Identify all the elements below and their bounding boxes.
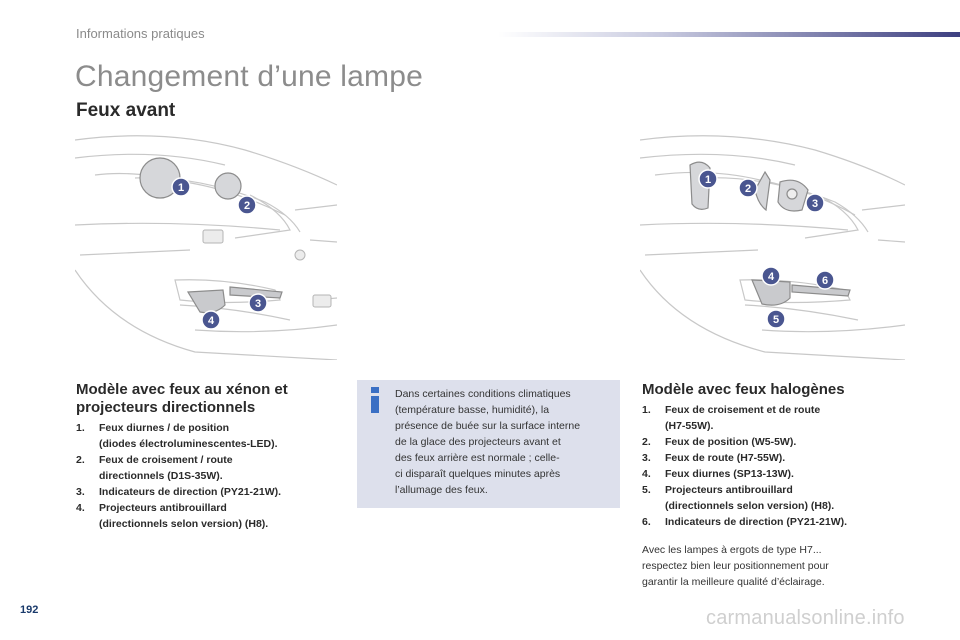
page-title: Changement d’une lampe: [75, 60, 423, 93]
list-item: [642, 466, 902, 482]
list-item: [642, 482, 902, 514]
item-line: Feux de position (W5-5W).: [665, 436, 797, 448]
halogen-headlamp-illustration: [640, 130, 905, 360]
callout-label: 3: [811, 198, 819, 210]
info-line: ci disparaît quelques minutes après: [395, 468, 561, 480]
item-number: 3.: [76, 486, 85, 498]
item-text: [99, 484, 281, 500]
callout-label: 6: [821, 275, 829, 287]
halogen-note: [642, 542, 892, 590]
note-line: respectez bien leur positionnement pour: [642, 560, 829, 572]
item-number: 6.: [642, 516, 651, 528]
info-line: de la glace des projecteurs avant et: [395, 436, 561, 448]
item-line: directionnels (D1S-35W).: [99, 470, 223, 482]
item-line: Feux diurnes / de position: [99, 422, 230, 434]
halogen-model-title: Modèle avec feux halogènes: [642, 381, 845, 398]
halogen-bulb-list: [642, 402, 902, 530]
item-text: [99, 420, 278, 452]
item-text: [665, 434, 796, 450]
item-number: 1.: [642, 404, 651, 416]
note-line: garantir la meilleure qualité d’éclairage.: [642, 576, 825, 588]
item-number: 3.: [642, 452, 651, 464]
info-line: Dans certaines conditions climatiques: [395, 388, 571, 400]
page-number: 192: [20, 604, 39, 616]
item-text: [665, 450, 785, 466]
xenon-bulb-list: [76, 420, 336, 532]
item-line: Feux de croisement / route: [99, 454, 233, 466]
list-item: [76, 452, 336, 484]
item-number: 4.: [76, 502, 85, 514]
item-text: [665, 514, 847, 530]
xenon-model-title: [76, 381, 336, 417]
watermark: carmanualsonline.info: [706, 607, 905, 629]
callout-label: 4: [207, 315, 215, 327]
info-line: (température basse, humidité), la: [395, 404, 550, 416]
item-line: Indicateurs de direction (PY21-21W).: [99, 486, 282, 498]
callout-label: 4: [767, 271, 775, 283]
list-item: [642, 402, 902, 434]
item-number: 5.: [642, 484, 651, 496]
callout-label: 1: [704, 174, 712, 186]
list-item: [642, 514, 902, 530]
header-bar: [498, 32, 960, 37]
item-line: (H7-55W).: [665, 420, 714, 432]
section-subtitle: Feux avant: [76, 100, 176, 121]
item-text: [99, 452, 233, 484]
info-icon: [367, 386, 383, 414]
callout-label: 1: [177, 182, 185, 194]
callout-label: 3: [254, 298, 262, 310]
item-line: Feux de croisement et de route: [665, 404, 821, 416]
item-text: [99, 500, 268, 532]
list-item: [642, 450, 902, 466]
list-item: [642, 434, 902, 450]
callout-label: 2: [744, 183, 752, 195]
section-label: Informations pratiques: [76, 26, 205, 41]
item-line: (diodes électroluminescentes-LED).: [99, 438, 278, 450]
list-item: [76, 420, 336, 452]
xenon-title-line: Modèle avec feux au xénon et: [76, 381, 288, 398]
item-number: 1.: [76, 422, 85, 434]
item-text: [665, 402, 820, 434]
info-line: l’allumage des feux.: [395, 484, 488, 496]
info-line: présence de buée sur la surface interne: [395, 420, 581, 432]
info-text: [395, 386, 615, 498]
xenon-title-line: projecteurs directionnels: [76, 399, 256, 416]
item-number: 2.: [642, 436, 651, 448]
item-text: [665, 466, 794, 482]
item-line: Feux diurnes (SP13-13W).: [665, 468, 794, 480]
item-line: (directionnels selon version) (H8).: [665, 500, 835, 512]
item-text: [665, 482, 834, 514]
item-line: Feux de route (H7-55W).: [665, 452, 786, 464]
info-line: des feux arrière est normale ; celle-: [395, 452, 560, 464]
item-line: (directionnels selon version) (H8).: [99, 518, 269, 530]
callout-label: 5: [772, 314, 780, 326]
item-line: Projecteurs antibrouillard: [665, 484, 793, 496]
xenon-headlamp-illustration: [75, 130, 337, 360]
list-item: [76, 484, 336, 500]
item-number: 4.: [642, 468, 651, 480]
item-line: Indicateurs de direction (PY21-21W).: [665, 516, 848, 528]
info-box: [357, 380, 620, 508]
item-number: 2.: [76, 454, 85, 466]
callout-label: 2: [243, 200, 251, 212]
note-line: Avec les lampes à ergots de type H7...: [642, 544, 822, 556]
list-item: [76, 500, 336, 532]
item-line: Projecteurs antibrouillard: [99, 502, 227, 514]
